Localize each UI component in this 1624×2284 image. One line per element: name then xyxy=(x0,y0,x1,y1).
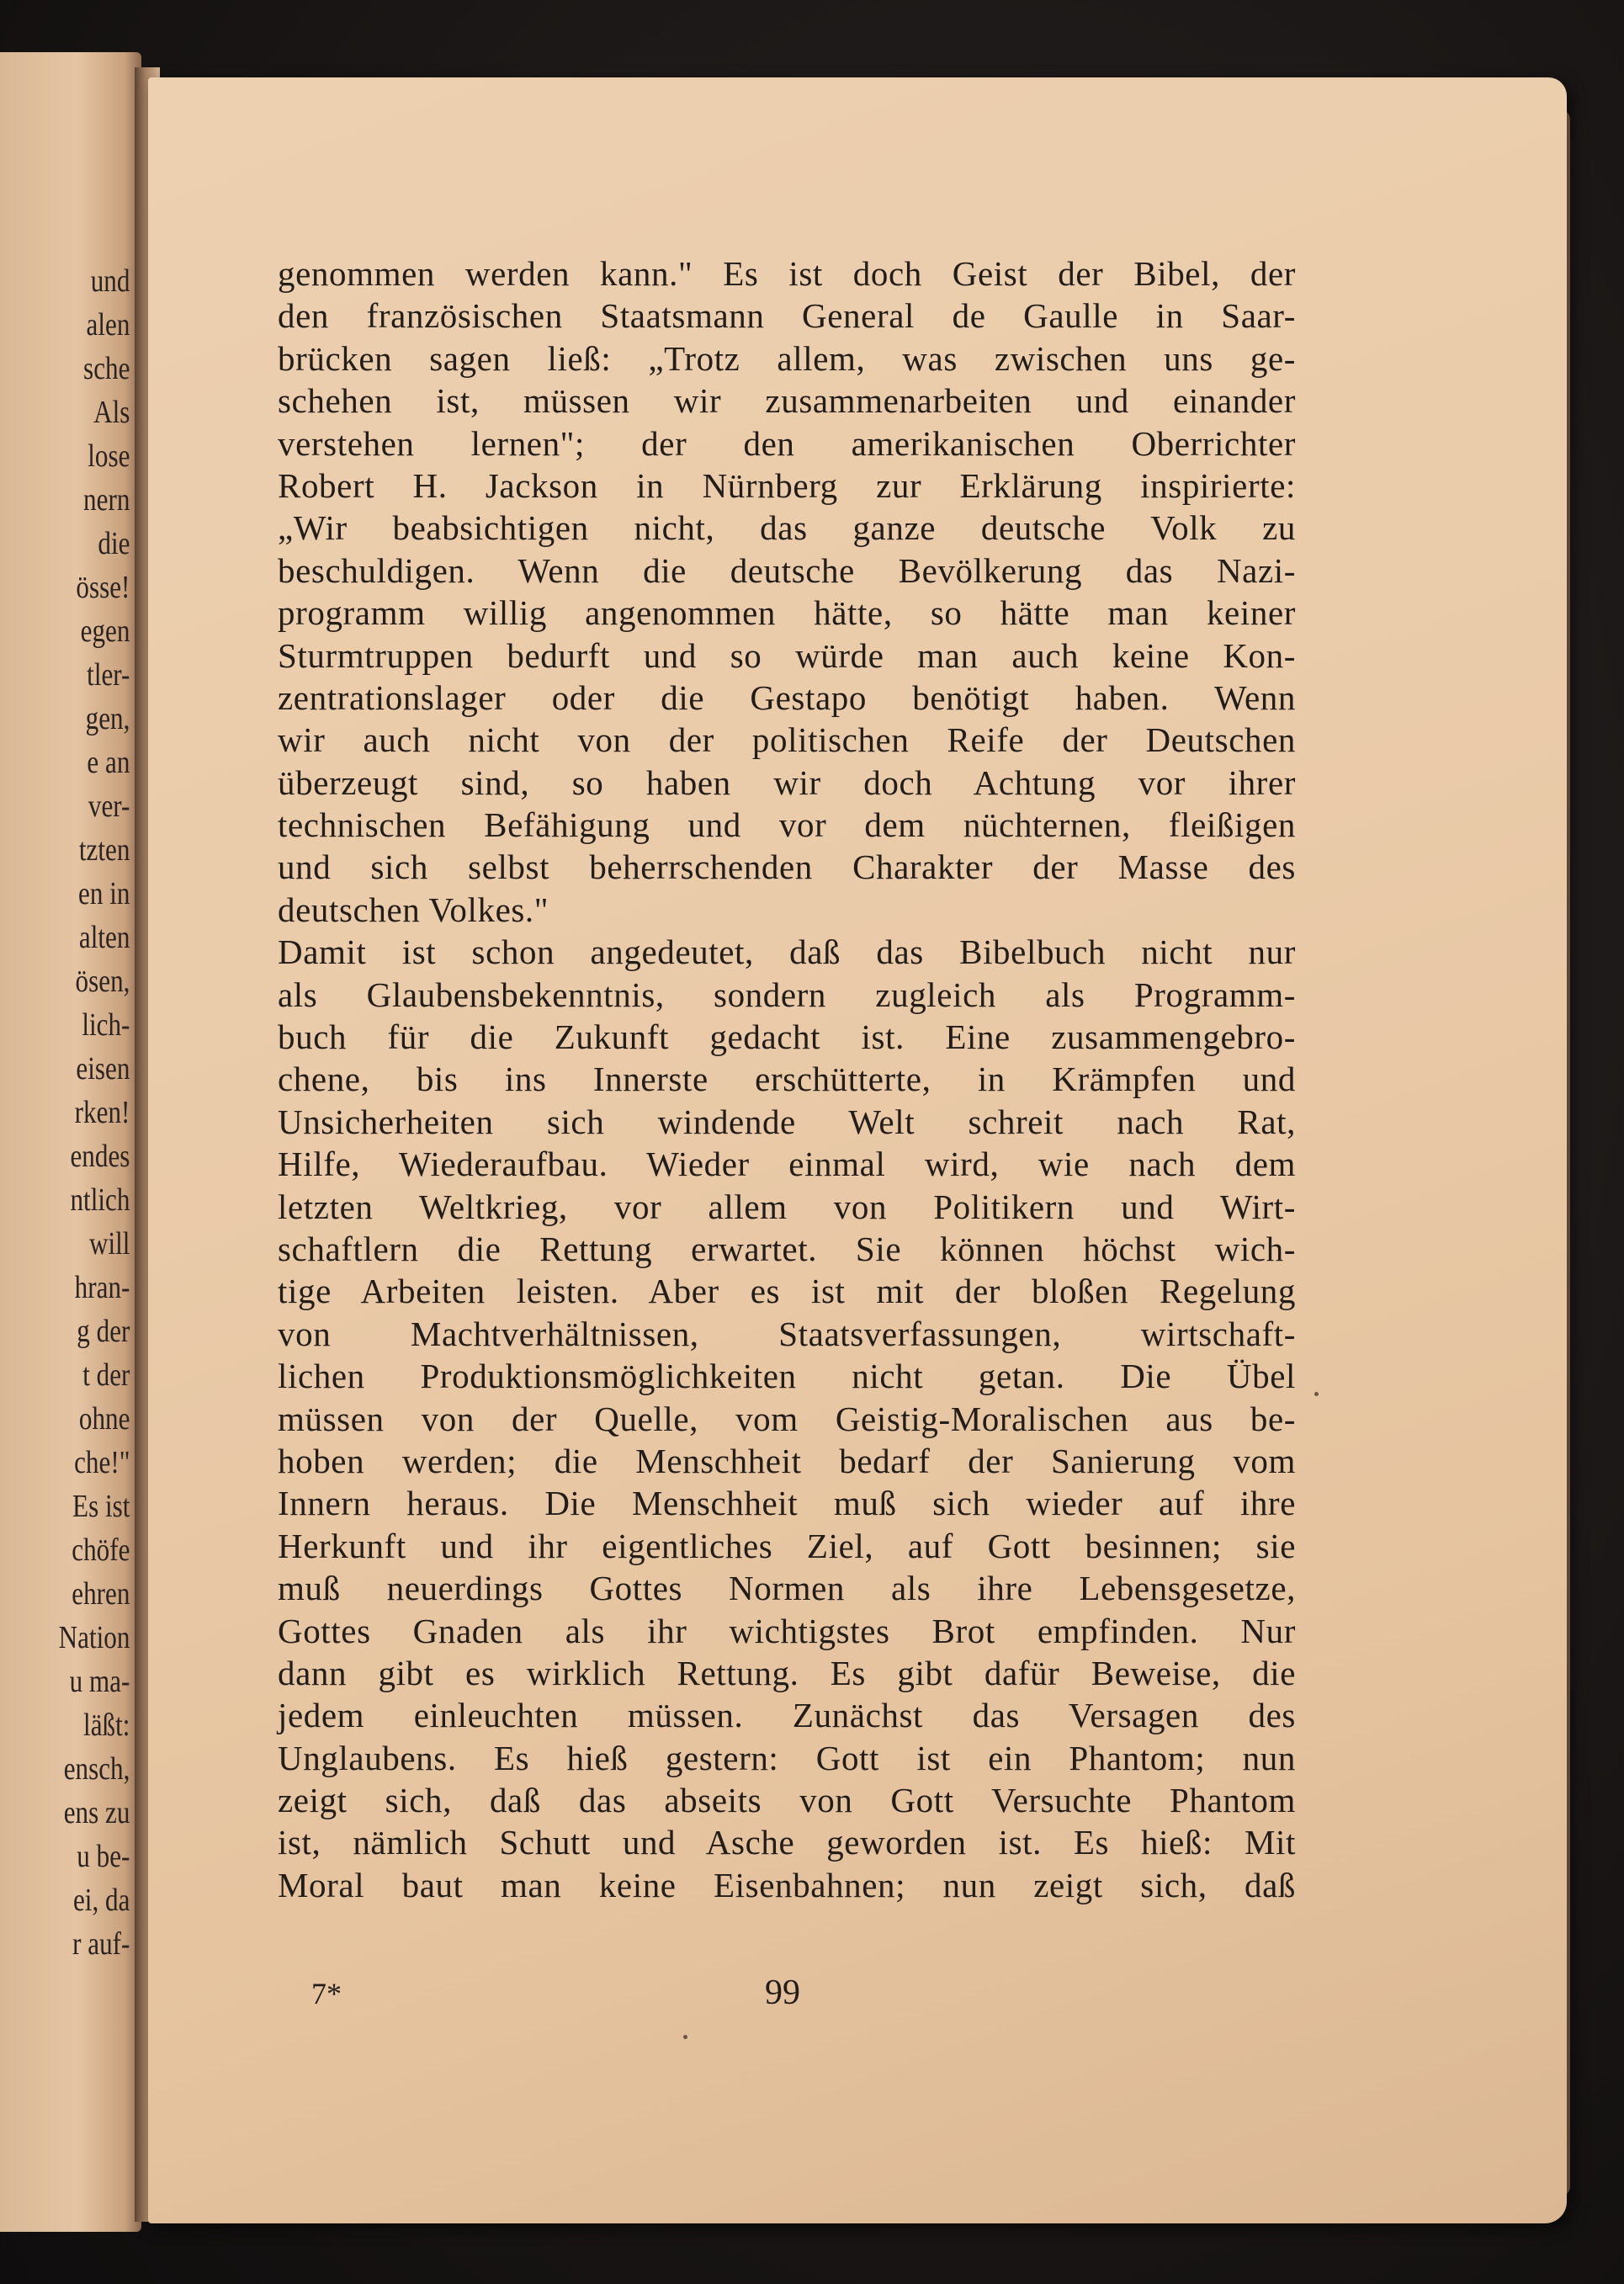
text-line: Moral baut man keine Eisenbahnen; nun zeigt sich, daß xyxy=(278,1865,1296,1904)
text-line: hoben werden; die Menschheit bedarf der Sanierung vom xyxy=(278,1441,1296,1480)
left-page-line-fragment: ohne xyxy=(78,1401,130,1437)
left-page-line-fragment: tzten xyxy=(78,832,130,868)
text-line: als Glaubensbekenntnis, sondern zugleich als Programm- xyxy=(278,975,1296,1014)
left-page-line-fragment: che!" xyxy=(73,1445,130,1480)
text-line: überzeugt sind, so haben wir doch Achtung vor ihrer xyxy=(278,762,1296,802)
text-line: zeigt sich, daß das abseits von Gott Versuchte Phantom xyxy=(278,1781,1296,1820)
page-number: 99 xyxy=(765,1973,800,2012)
text-line: letzten Weltkrieg, vor allem von Politikern und Wirt- xyxy=(278,1187,1296,1226)
text-line: verstehen lernen"; der den amerikanischen Oberrichter xyxy=(278,423,1296,463)
left-page-line-fragment: nern xyxy=(82,482,130,518)
left-page-line-fragment: ntlich xyxy=(70,1182,130,1218)
left-page-line-fragment: e an xyxy=(86,745,130,780)
left-page-line-fragment: r auf- xyxy=(72,1926,130,1962)
left-page-line-fragment: läßt: xyxy=(82,1708,130,1743)
text-line: dann gibt es wirklich Rettung. Es gibt dafür Beweise, die xyxy=(278,1653,1296,1692)
left-page-line-fragment: lich- xyxy=(81,1007,130,1043)
text-line: Robert H. Jackson in Nürnberg zur Erklärung inspirierte: xyxy=(278,465,1296,505)
text-line: Herkunft und ihr eigentliches Ziel, auf Gott besinnen; sie xyxy=(278,1526,1296,1565)
text-line: schaftlern die Rettung erwartet. Sie können höchst wich- xyxy=(278,1229,1296,1268)
left-page-line-fragment: ensch, xyxy=(63,1751,130,1787)
text-line: von Machtverhältnissen, Staatsverfassungen, wirtschaft- xyxy=(278,1314,1296,1353)
left-page-line-fragment: Als xyxy=(93,395,130,430)
left-page-line-fragment: u ma- xyxy=(69,1664,130,1699)
left-page-line-fragment: sche xyxy=(82,351,130,386)
text-line: Innern heraus. Die Menschheit muß sich wieder auf ihre xyxy=(278,1484,1296,1523)
text-line: programm willig angenommen hätte, so hätte man keiner xyxy=(278,593,1296,633)
left-page-line-fragment: en in xyxy=(77,876,130,911)
left-page-line-fragment: ösen, xyxy=(75,964,130,999)
left-page-line-fragment: gen, xyxy=(85,701,130,736)
paper-speck xyxy=(683,2035,687,2039)
text-line: muß neuerdings Gottes Normen als ihre Lebensgesetze, xyxy=(278,1569,1296,1608)
paper-speck xyxy=(1314,1392,1319,1396)
text-line: und sich selbst beherrschenden Charakter der Masse des xyxy=(278,847,1296,887)
text-line: schehen ist, müssen wir zusammenarbeiten und einander xyxy=(278,381,1296,421)
text-line: tige Arbeiten leisten. Aber es ist mit der bloßen Regelung xyxy=(278,1272,1296,1311)
text-line: „Wir beabsichtigen nicht, das ganze deutsche Volk zu xyxy=(278,508,1296,548)
left-page-line-fragment: ei, da xyxy=(72,1883,130,1918)
text-line: Unsicherheiten sich windende Welt schreit nach Rat, xyxy=(278,1102,1296,1141)
left-page-line-fragment: alen xyxy=(86,307,130,343)
left-page-line-fragment: össe! xyxy=(75,570,130,605)
left-page-line-fragment: hran- xyxy=(74,1270,130,1305)
left-page-line-fragment: eisen xyxy=(75,1051,130,1086)
left-page-line-fragment: will xyxy=(88,1226,130,1262)
left-page-line-fragment: g der xyxy=(76,1314,130,1349)
text-line: chene, bis ins Innerste erschütterte, in Krämpfen und xyxy=(278,1060,1296,1099)
left-page-line-fragment: rken! xyxy=(74,1095,130,1130)
folio-signature: 7* xyxy=(311,1977,342,2010)
text-line: beschuldigen. Wenn die deutsche Bevölkerung das Nazi- xyxy=(278,550,1296,590)
text-line: Damit ist schon angedeutet, daß das Bibelbuch nicht nur xyxy=(278,932,1296,972)
left-page-text xyxy=(43,259,130,1966)
text-line: genommen werden kann." Es ist doch Geist der Bibel, der xyxy=(278,254,1296,293)
left-facing-page xyxy=(0,52,141,2232)
text-line: technischen Befähigung und vor dem nüchternen, fleißigen xyxy=(278,805,1296,845)
left-page-line-fragment: t der xyxy=(82,1357,130,1393)
text-line: Gottes Gnaden als ihr wichtigstes Brot empfinden. Nur xyxy=(278,1611,1296,1650)
text-line: ist, nämlich Schutt und Asche geworden ist. Es hieß: Mit xyxy=(278,1823,1296,1862)
left-page-line-fragment: ver- xyxy=(88,789,130,824)
text-line: müssen von der Quelle, vom Geistig-Moralischen aus be- xyxy=(278,1399,1296,1438)
left-page-line-fragment: die xyxy=(97,526,130,561)
text-line: Sturmtruppen bedurft und so würde man auch keine Kon- xyxy=(278,635,1296,675)
text-line: brücken sagen ließ: „Trotz allem, was zwischen uns ge- xyxy=(278,338,1296,378)
left-page-line-fragment: u be- xyxy=(76,1839,130,1874)
text-line: Unglaubens. Es hieß gestern: Gott ist ein Phantom; nun xyxy=(278,1738,1296,1777)
left-page-line-fragment: ehren xyxy=(71,1576,130,1612)
text-line: deutschen Volkes." xyxy=(278,890,549,929)
text-line: buch für die Zukunft gedacht ist. Eine zusammengebro- xyxy=(278,1017,1296,1057)
left-page-line-fragment: chöfe xyxy=(71,1532,130,1568)
left-page-line-fragment: lose xyxy=(87,438,130,474)
text-line: zentrationslager oder die Gestapo benötigt haben. Wenn xyxy=(278,677,1296,717)
text-line: lichen Produktionsmöglichkeiten nicht getan. Die Übel xyxy=(278,1357,1296,1396)
text-line: wir auch nicht von der politischen Reife der Deutschen xyxy=(278,720,1296,760)
left-page-line-fragment: endes xyxy=(70,1139,130,1174)
text-line: jedem einleuchten müssen. Zunächst das Versagen des xyxy=(278,1696,1296,1735)
left-page-line-fragment: ens zu xyxy=(63,1795,130,1830)
left-page-line-fragment: tler- xyxy=(86,657,130,693)
left-page-line-fragment: und xyxy=(90,263,130,299)
text-line: den französischen Staatsmann General de Gaulle in Saar- xyxy=(278,296,1296,336)
left-page-line-fragment: Es ist xyxy=(72,1489,130,1524)
left-page-line-fragment: egen xyxy=(80,613,130,649)
left-page-line-fragment: Nation xyxy=(58,1620,130,1655)
text-line: Hilfe, Wiederaufbau. Wieder einmal wird, wie nach dem xyxy=(278,1145,1296,1184)
page-body-text xyxy=(278,252,1296,1906)
left-page-line-fragment: alten xyxy=(78,920,130,955)
